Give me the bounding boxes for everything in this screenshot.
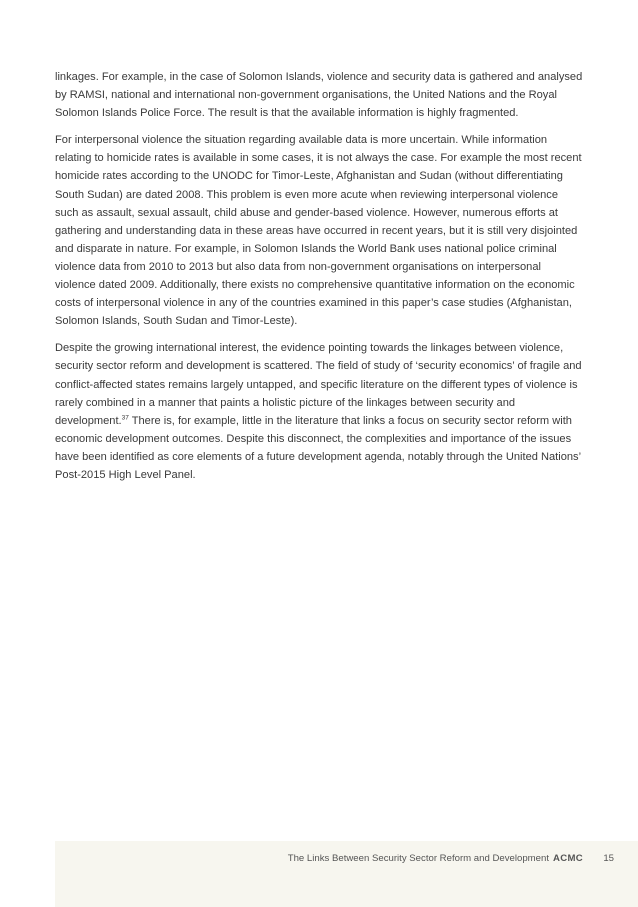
body-text — [55, 68, 583, 493]
paragraph-3-text-continued: There is, for example, little in the literature that links a focus on security sector reform with economic development outcomes. Despite this disconnect, the complexities and importance of the issues have been identified as core elements of a future development agenda, notably through the United Nations’ Post-2015 High Level Panel. — [55, 414, 581, 481]
page-footer — [55, 841, 638, 907]
paragraph-3 — [55, 339, 583, 484]
paragraph-2: For interpersonal violence the situation regarding available data is more uncertain. While information relating to homicide rates is available in some cases, it is not always the case. For example the most recent homicide rates according to the UNODC for Timor-Leste, Afghanistan and Sudan (without differentiating South Sudan) are dated 2008. This problem is even more acute when reviewing interpersonal violence such as assault, sexual assault, child abuse and gender-based violence. However, numerous efforts at gathering and understanding data in these areas have occurred in recent years, but it is still very disjointed and disparate in nature. For example, in Solomon Islands the World Bank uses national police criminal violence data from 2010 to 2013 but also data from non-government organisations on interpersonal violence dated 2009. Additionally, there exists no comprehensive quantitative information on the economic costs of interpersonal violence in any of the countries examined in this paper’s case studies (Afghanistan, Solomon Islands, South Sudan and Timor-Leste). — [55, 134, 582, 328]
page-number: 15 — [603, 853, 614, 864]
footer-document-title: The Links Between Security Sector Reform and Development — [287, 853, 549, 864]
paragraph-3-text: Despite the growing international interest, the evidence pointing towards the linkages between violence, security sector reform and development is scattered. The field of study of ‘security economics’ of fragile and conflict-affected states remains largely untapped, and specific literature on the different types of violence is rarely combined in a manner that paints a holistic picture of the linkages between security and development. — [55, 342, 582, 427]
footnote-reference[interactable]: 37 — [121, 414, 129, 421]
paragraph-1: linkages. For example, in the case of Solomon Islands, violence and security data is gathered and analysed by RAMSI, national and international non-government organisations, the United Nations and the Royal Solomon Islands Police Force. The result is that the available information is highly fragmented. — [55, 71, 583, 120]
footer-brand: ACMC — [553, 853, 583, 864]
